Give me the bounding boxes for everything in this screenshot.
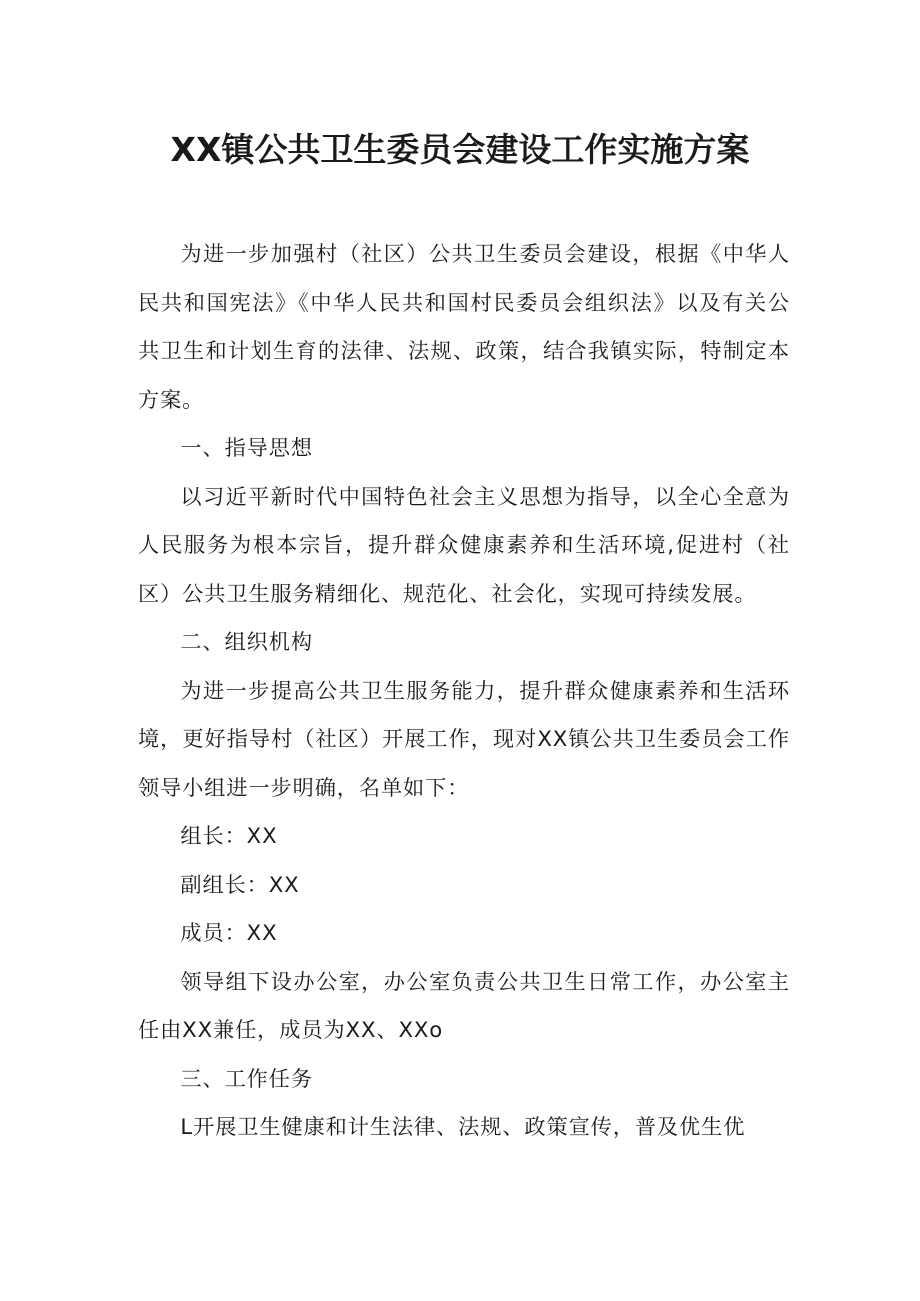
deputy-leader-line: 副组长：XX xyxy=(180,871,300,897)
task-item-1: L开展卫生健康和计生法律、法规、政策宣传，普及优生优 xyxy=(180,1114,746,1139)
section-heading-tasks: 三、工作任务 xyxy=(180,1065,313,1091)
section-heading-organization: 二、组织机构 xyxy=(180,629,313,654)
members-line: 成员：XX xyxy=(180,920,278,945)
intro-paragraph: 为进一步加强村（社区）公共卫生委员会建设，根据《中华人民共和国宪法》《中华人民共和国村民委员会组织法》以及有关公共卫生和计划生育的法律、法规、政策，结合我镇实际，特制定本方案。 xyxy=(138,241,790,412)
organization-paragraph: 为进一步提高公共卫生服务能力，提升群众健康素养和生活环境，更好指导村（社区）开展工作，现对XX镇公共卫生委员会工作领导小组进一步明确，名单如下： xyxy=(138,677,790,800)
section-heading-guiding-ideology: 一、指导思想 xyxy=(180,435,313,460)
team-leader-line: 组长：XX xyxy=(180,823,278,848)
guiding-ideology-paragraph: 以习近平新时代中国特色社会主义思想为指导，以全心全意为人民服务为根本宗旨，提升群众健康素养和生活环境,促进村（社区）公共卫生服务精细化、规范化、社会化，实现可持续发展。 xyxy=(138,483,790,606)
document-body xyxy=(138,230,790,1152)
document-title: XX镇公共卫生委员会建设工作实施方案 xyxy=(170,130,750,169)
office-paragraph: 领导组下设办公室，办公室负责公共卫生日常工作，办公室主任由XX兼任，成员为XX、XXo xyxy=(138,968,790,1042)
